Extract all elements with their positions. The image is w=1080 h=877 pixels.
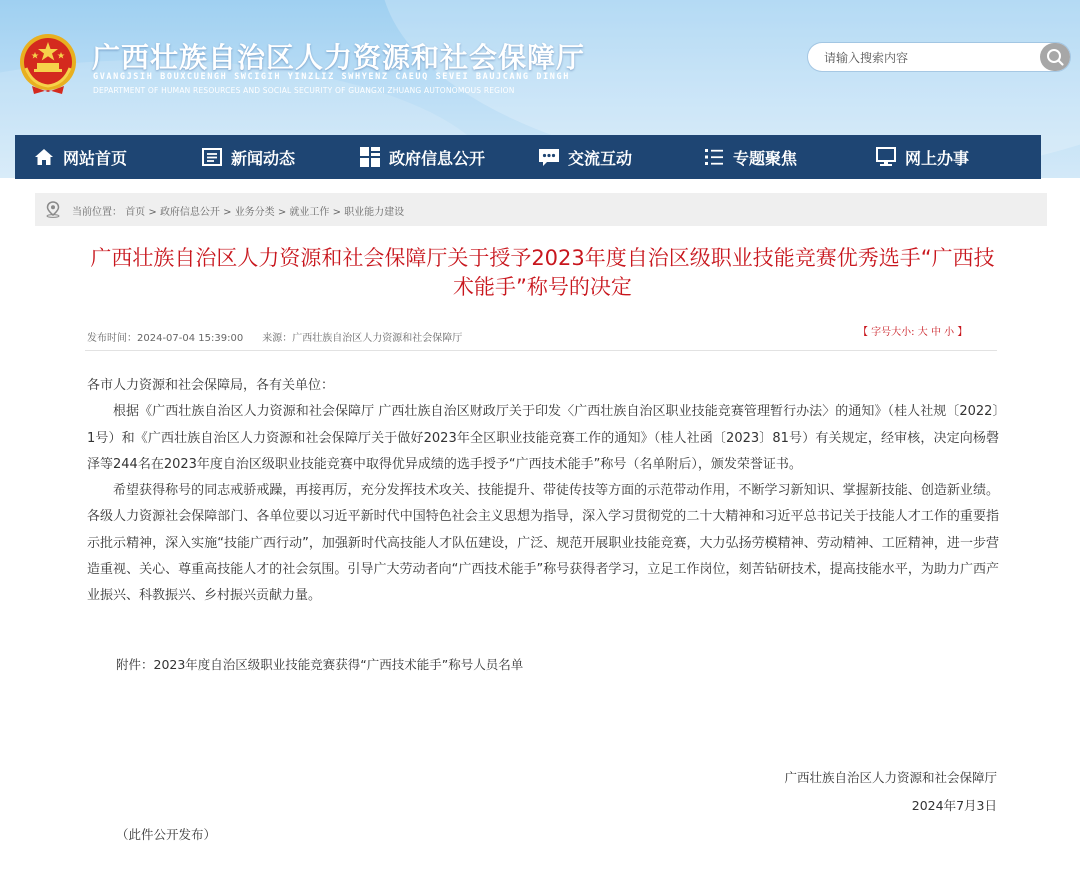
list-icon	[703, 146, 725, 168]
paragraph: 根据《广西壮族自治区人力资源和社会保障厅 广西壮族自治区财政厅关于印发〈广西壮族自治区职业技能竞赛管理暂行办法〉的通知》（桂人社规〔2022〕1号）和《广西壮族自治区人力资源和社会保障厅关于做好2023年全区职业技能竞赛工作的通知》（桂人社函〔2023〕81号）有关规定，经审核，决定向杨磬泽等244名在2023年度自治区级职业技能竞赛中取得优异成绩的选手授予“广西技术能手”称号（名单附后），颁发荣誉证书。	[87, 404, 999, 472]
nav-item-home[interactable]	[33, 135, 127, 179]
main-nav	[15, 135, 1041, 179]
divider	[85, 350, 997, 351]
nav-item-label: 网上办事	[905, 148, 970, 168]
article-body	[87, 373, 999, 610]
nav-item-interaction[interactable]	[538, 135, 632, 179]
search-button[interactable]	[1040, 43, 1070, 71]
nav-item-label: 新闻动态	[231, 148, 296, 168]
breadcrumb-link[interactable]: 业务分类	[234, 207, 275, 218]
font-size-close: 】	[957, 327, 968, 338]
breadcrumb-separator: >	[223, 207, 235, 218]
breadcrumb	[35, 193, 1047, 226]
monitor-icon	[875, 146, 897, 168]
breadcrumb-separator: >	[277, 207, 290, 218]
nav-item-topics[interactable]	[703, 135, 797, 179]
search-input[interactable]	[822, 47, 1026, 69]
search-icon	[1040, 43, 1070, 71]
breadcrumb-link[interactable]: 职业能力建设	[344, 207, 405, 218]
font-size-small-button[interactable]: 小	[944, 327, 955, 338]
breadcrumb-link[interactable]: 首页	[125, 207, 146, 218]
public-note: （此件公开发布）	[116, 827, 217, 842]
attachment-link[interactable]: 附件：2023年度自治区级职业技能竞赛获得“广西技术能手”称号人员名单	[116, 657, 524, 672]
breadcrumb-separator: >	[148, 207, 160, 218]
article-meta	[87, 329, 462, 344]
nav-item-gov-info[interactable]	[359, 135, 485, 179]
paragraph: 希望获得称号的同志戒骄戒躁，再接再厉，充分发挥技术攻关、技能提升、带徒传技等方面的示范带动作用，不断学习新知识、掌握新技能、创造新业绩。各级人力资源社会保障部门、各单位要以习近平新时代中国特色社会主义思想为指导，深入学习贯彻党的二十大精神和习近平总书记关于技能人才工作的重要指示批示精神，深入实施“技能广西行动”，加强新时代高技能人才队伍建设，广泛、规范开展职业技能竞赛，大力弘扬劳模精神、劳动精神、工匠精神，进一步营造重视、关心、尊重高技能人才的社会氛围。引导广大劳动者向“广西技术能手”称号获得者学习，立足工作岗位，刻苦钻研技术，提高技能水平，为助力广西产业振兴、科教振兴、乡村振兴贡献力量。	[87, 483, 999, 604]
chat-icon	[538, 146, 560, 168]
nav-item-label: 专题聚焦	[733, 148, 798, 168]
nav-item-label: 政府信息公开	[389, 148, 486, 168]
font-size-control	[858, 323, 967, 338]
breadcrumb-separator: >	[332, 207, 345, 218]
font-size-large-button[interactable]: 大	[917, 327, 928, 338]
search-box	[808, 43, 1070, 71]
signature-org: 广西壮族自治区人力资源和社会保障厅	[784, 770, 997, 785]
signature-date: 2024年7月3日	[911, 798, 997, 813]
site-title-zhuang: GVANGJSIH BOUXCUENGH SWCIGIH YINZLIZ SWHYENZ CAEUQ SEVEI BAUJCANG DINGH	[93, 72, 570, 82]
font-size-open: 【 字号大小:	[858, 327, 915, 338]
location-pin-icon	[45, 201, 61, 218]
publish-time-label: 发布时间：	[87, 333, 137, 344]
breadcrumb-link[interactable]: 政府信息公开	[159, 207, 220, 218]
article-title: 广西壮族自治区人力资源和社会保障厅关于授予2023年度自治区级职业技能竞赛优秀选手“广西技术能手”称号的决定	[90, 246, 995, 299]
site-title-english: DEPARTMENT OF HUMAN RESOURCES AND SOCIAL SECURITY OF GUANGXI ZHUANG AUTONOMOUS REGION	[93, 86, 515, 95]
home-icon	[33, 146, 55, 168]
news-icon	[201, 146, 223, 168]
nav-item-news[interactable]	[201, 135, 295, 179]
national-emblem-icon[interactable]	[18, 32, 78, 98]
source: 广西壮族自治区人力资源和社会保障厅	[292, 333, 463, 344]
breadcrumb-link[interactable]: 就业工作	[289, 207, 330, 218]
grid-icon	[359, 146, 381, 168]
salutation: 各市人力资源和社会保障局，各有关单位：	[87, 378, 335, 393]
site-title: 广西壮族自治区人力资源和社会保障厅	[92, 41, 586, 74]
publish-time: 2024-07-04 15:39:00	[137, 333, 244, 344]
breadcrumb-prefix: 当前位置：	[72, 207, 122, 218]
nav-item-online-service[interactable]	[875, 135, 969, 179]
font-size-medium-button[interactable]: 中	[930, 327, 941, 338]
breadcrumb-trail	[72, 203, 404, 218]
nav-item-label: 交流互动	[568, 148, 633, 168]
nav-item-label: 网站首页	[63, 148, 128, 168]
source-label: 来源：	[262, 333, 293, 344]
